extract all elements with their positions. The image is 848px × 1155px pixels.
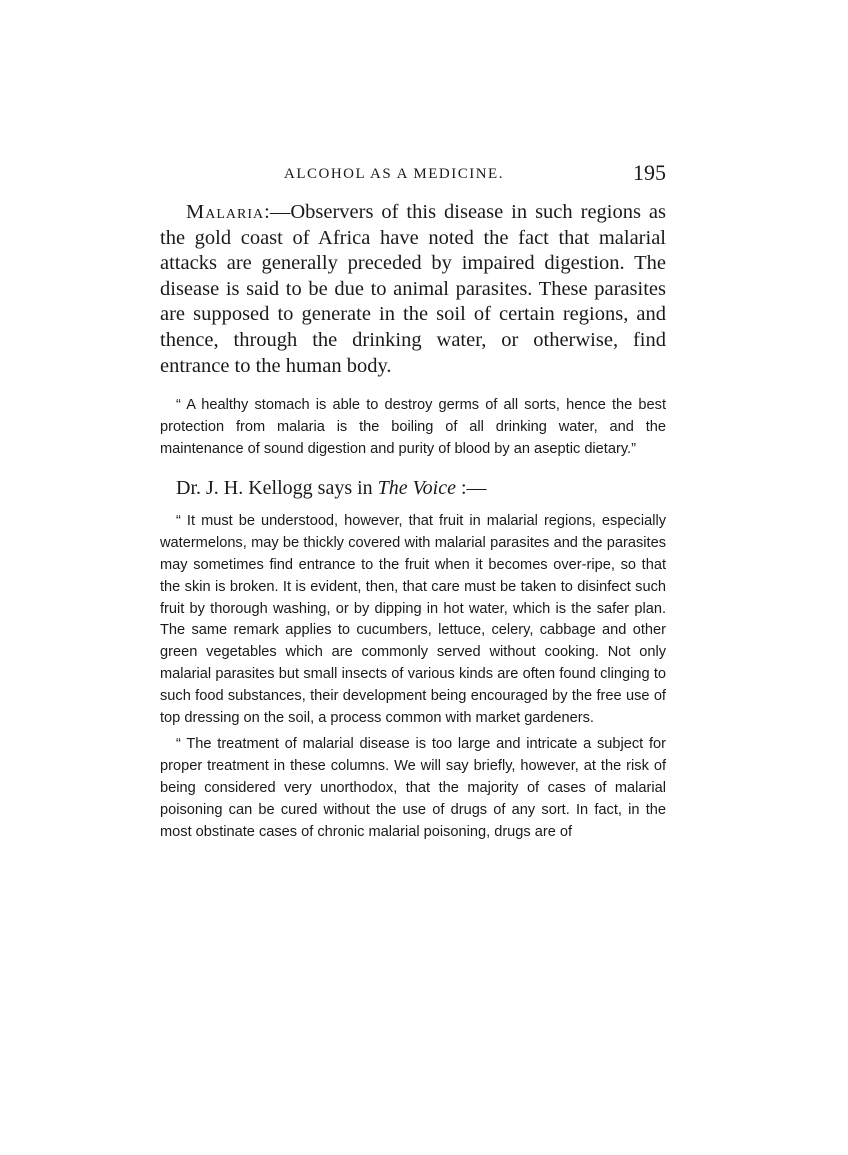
attribution-text: Dr. J. H. Kellogg says in — [176, 476, 378, 499]
running-head — [160, 158, 666, 190]
malaria-heading: Malaria — [186, 201, 265, 223]
healthy-stomach-quote: “ A healthy stomach is able to destroy germs of all sorts, hence the best protection from malaria is the boiling of all drinking water, and the maintenance of sound digestion and purity of blood by an aseptic dietary.” — [160, 397, 666, 457]
kellogg-attribution — [160, 475, 666, 501]
attribution-source: The Voice — [377, 476, 456, 499]
kellogg-quote-paragraph-2: “ The treatment of malarial disease is too large and intricate a subject for proper treatment in these columns. We will say briefly, however, at the risk of being considered very unorthodox, that the majority of cases of malarial poisoning can be cured without the use of drugs of any sort. In fact, in the most obstinate cases of chronic malarial poisoning, drugs are of — [160, 735, 666, 840]
malaria-paragraph — [160, 200, 666, 379]
page-number: 195 — [633, 160, 666, 185]
book-page — [160, 158, 666, 843]
kellogg-quote-paragraph-1: “ It must be understood, however, that fruit in malarial regions, especially watermelons, may be thickly covered with malarial parasites and the parasites may sometimes find entrance to the fruit when it becomes over-ripe, so that the skin is broken. It is evident, then, that care must be taken to disinfect such fruit by thorough washing, or by dipping in hot water, which is the safer plan. The same remark applies to cucumbers, lettuce, celery, cabbage and other green vegetables which are commonly served without cooking. Not only malarial parasites but small insects of various kinds are often found clinging to such food substances, their development being encouraged by the free use of top dressing on the soil, a process common with market gardeners. — [160, 512, 666, 727]
malaria-separator: :— — [264, 201, 291, 223]
malaria-text: Observers of this disease in such regions as the gold coast of Africa have noted the fact that malarial attacks are generally preceded by impaired digestion. The disease is said to be due to animal parasites. These parasites are supposed to generate in the soil of certain regions, and thence, through the drinking water, or otherwise, find entrance to the human body. — [160, 201, 666, 377]
running-head-title: ALCOHOL AS A MEDICINE. — [284, 166, 504, 182]
attribution-suffix: :— — [455, 476, 487, 499]
